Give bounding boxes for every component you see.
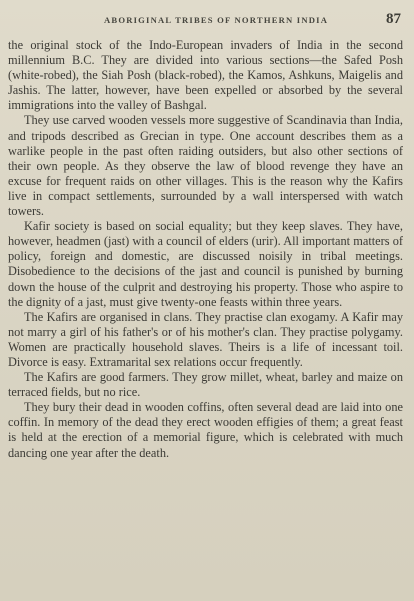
paragraph-clans: The Kafirs are organised in clans. They practise clan exogamy. A Kafir may not marry a girl of his father's or of his mother's clan. They practise polygamy. Women are practically household slaves. Theirs is a life of incessant toil. Divorce is easy. Extramarital sex relations occur frequently. — [8, 309, 403, 369]
running-head-title: ABORIGINAL TRIBES OF NORTHERN INDIA — [104, 15, 329, 25]
paragraph-continued: the original stock of the Indo-European invaders of India in the second millennium B.C. They are divided into various sections—the Safed Posh (white-robed), the Siah Posh (black-robed), the Kamos, Ashkuns, Maigelis and Jashis. The latter, however, have been expelled or absorbed by the several immigrations into the valley of Bashgal. — [8, 38, 403, 113]
running-head — [8, 11, 403, 31]
page-number: 87 — [386, 11, 401, 27]
paragraph-society: Kafir society is based on social equality; but they keep slaves. They have, however, headmen (jast) with a council of elders (urir). All important matters of policy, foreign and domestic, are discussed noisily in tribal meetings. Disobedience to the decisions of the jast and council is punished by burning down the house of the culprit and destroying his property. Those who aspire to the dignity of a jast, must give twenty-one feasts within three years. — [8, 219, 403, 309]
paragraph-farming: The Kafirs are good farmers. They grow millet, wheat, barley and maize on terraced fields, but no rice. — [8, 370, 403, 400]
paragraph-burial: They bury their dead in wooden coffins, often several dead are laid into one coffin. In memory of the dead they erect wooden effigies of them; a great feast is held at the erection of a memorial figure, which is celebrated with much dancing one year after the death. — [8, 400, 403, 460]
paragraph-vessels: They use carved wooden vessels more suggestive of Scandinavia than India, and tripods described as Grecian in type. One account describes them as a warlike people in the past often raiding outsiders, but also other sections of their own people. As they observe the law of blood revenge they have an excuse for frequent raids on other villages. This is the reason why the Kafirs live in compact settlements, surrounded by a wall interspersed with watch towers. — [8, 113, 403, 219]
body-text — [8, 38, 403, 461]
